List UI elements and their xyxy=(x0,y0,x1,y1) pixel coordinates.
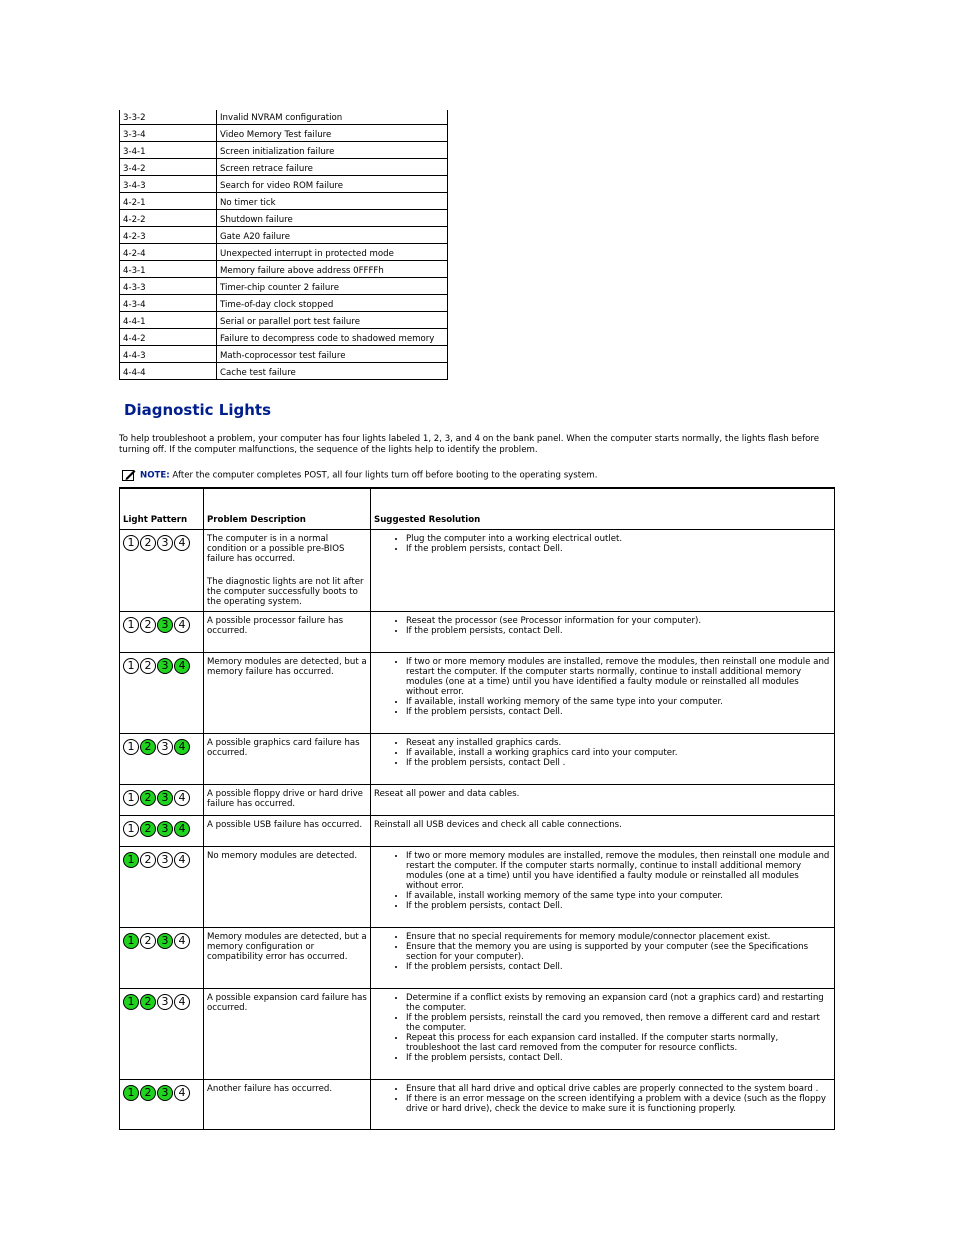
list-item: • If available, install a working graphics card into your computer. xyxy=(406,748,831,758)
diagnostic-light-4-icon: 4 xyxy=(174,658,190,674)
list-item: • If the problem persists, reinstall the card you removed, then remove a different card and restart the computer. xyxy=(406,1013,831,1033)
table-row xyxy=(120,653,835,734)
header-light-pattern: Light Pattern xyxy=(120,488,204,530)
light-pattern xyxy=(123,617,200,633)
list-item: • If the problem persists, contact Dell. xyxy=(406,901,831,911)
beep-description: No timer tick xyxy=(217,193,448,210)
diagnostic-light-4-icon: 4 xyxy=(174,1085,190,1101)
beep-code: 4-4-4 xyxy=(120,363,217,380)
list-item: • If there is an error message on the screen identifying a problem with a device (such as the floppy drive or hard drive), check the device to make sure it is functioning properly. xyxy=(406,1094,831,1114)
beep-code: 3-4-2 xyxy=(120,159,217,176)
problem-description xyxy=(204,653,371,734)
beep-code: 3-3-2 xyxy=(120,110,217,125)
table-row xyxy=(120,244,448,261)
list-item: • If the problem persists, contact Dell. xyxy=(406,707,831,717)
light-pattern xyxy=(123,535,200,551)
diagnostic-light-1-icon: 1 xyxy=(123,535,139,551)
problem-description-text: A possible processor failure has occurred. xyxy=(207,616,344,636)
diagnostic-light-3-icon: 3 xyxy=(157,658,173,674)
diagnostic-light-3-icon: 3 xyxy=(157,739,173,755)
table-row xyxy=(120,612,835,653)
table-row xyxy=(120,363,448,380)
problem-description-text: The diagnostic lights are not lit after the computer successfully boots to the operating system. xyxy=(207,577,364,607)
problem-description xyxy=(204,734,371,785)
problem-description-text: Another failure has occurred. xyxy=(207,1084,333,1094)
beep-code-table xyxy=(119,110,448,380)
note-text: After the computer completes POST, all four lights turn off before booting to the operating system. xyxy=(169,470,598,481)
beep-code: 3-4-3 xyxy=(120,176,217,193)
table-row xyxy=(120,176,448,193)
light-pattern-cell xyxy=(120,530,204,612)
diagnostic-light-2-icon: 2 xyxy=(140,852,156,868)
list-item: • Plug the computer into a working electrical outlet. xyxy=(406,534,831,544)
beep-description: Serial or parallel port test failure xyxy=(217,312,448,329)
diagnostic-light-4-icon: 4 xyxy=(174,617,190,633)
beep-description: Shutdown failure xyxy=(217,210,448,227)
table-row xyxy=(120,847,835,928)
diagnostic-light-1-icon: 1 xyxy=(123,821,139,837)
beep-description: Video Memory Test failure xyxy=(217,125,448,142)
table-row xyxy=(120,142,448,159)
beep-description: Search for video ROM failure xyxy=(217,176,448,193)
beep-code: 3-4-1 xyxy=(120,142,217,159)
diagnostic-light-1-icon: 1 xyxy=(123,658,139,674)
list-item: • Repeat this process for each expansion card installed. If the computer starts normally, troubleshoot the last card removed from the computer for resource conflicts. xyxy=(406,1033,831,1053)
diagnostic-light-3-icon: 3 xyxy=(157,790,173,806)
light-pattern-cell xyxy=(120,653,204,734)
suggested-resolution xyxy=(371,847,835,928)
diagnostic-light-3-icon: 3 xyxy=(157,535,173,551)
resolution-list xyxy=(374,932,831,972)
light-pattern-cell xyxy=(120,847,204,928)
list-item: • Ensure that all hard drive and optical drive cables are properly connected to the system board . xyxy=(406,1084,831,1094)
diagnostic-light-4-icon: 4 xyxy=(174,933,190,949)
beep-code: 4-3-1 xyxy=(120,261,217,278)
light-pattern xyxy=(123,994,200,1010)
problem-description-text: A possible expansion card failure has occurred. xyxy=(207,993,367,1013)
light-pattern-cell xyxy=(120,785,204,816)
diagnostic-light-4-icon: 4 xyxy=(174,994,190,1010)
diagnostic-light-1-icon: 1 xyxy=(123,933,139,949)
beep-code: 4-4-2 xyxy=(120,329,217,346)
note-label: NOTE: xyxy=(140,470,170,481)
problem-description xyxy=(204,1080,371,1130)
diagnostic-light-2-icon: 2 xyxy=(140,658,156,674)
suggested-resolution xyxy=(371,612,835,653)
diagnostic-light-3-icon: 3 xyxy=(157,617,173,633)
resolution-list xyxy=(374,993,831,1063)
suggested-resolution xyxy=(371,734,835,785)
diagnostic-light-4-icon: 4 xyxy=(174,821,190,837)
diagnostic-lights-table xyxy=(119,487,835,1130)
list-item: • If available, install working memory of the same type into your computer. xyxy=(406,891,831,901)
diagnostic-light-3-icon: 3 xyxy=(157,933,173,949)
diagnostic-light-4-icon: 4 xyxy=(174,852,190,868)
table-row xyxy=(120,329,448,346)
diagnostic-light-2-icon: 2 xyxy=(140,821,156,837)
light-pattern-cell xyxy=(120,734,204,785)
beep-description: Gate A20 failure xyxy=(217,227,448,244)
problem-description xyxy=(204,989,371,1080)
diagnostic-light-4-icon: 4 xyxy=(174,535,190,551)
diagnostic-light-2-icon: 2 xyxy=(140,933,156,949)
table-row xyxy=(120,210,448,227)
beep-code: 4-2-2 xyxy=(120,210,217,227)
note-pencil-icon xyxy=(122,469,136,481)
table-row xyxy=(120,227,448,244)
list-item: • If the problem persists, contact Dell. xyxy=(406,1053,831,1063)
diagnostic-light-1-icon: 1 xyxy=(123,617,139,633)
table-row xyxy=(120,346,448,363)
beep-description: Timer-chip counter 2 failure xyxy=(217,278,448,295)
problem-description-text: Memory modules are detected, but a memory configuration or compatibility error has occurred. xyxy=(207,932,367,962)
resolution-text: Reseat all power and data cables. xyxy=(374,789,520,799)
diagnostic-light-3-icon: 3 xyxy=(157,1085,173,1101)
light-pattern xyxy=(123,739,200,755)
diagnostic-light-1-icon: 1 xyxy=(123,1085,139,1101)
beep-code: 4-2-1 xyxy=(120,193,217,210)
problem-description xyxy=(204,928,371,989)
beep-description: Cache test failure xyxy=(217,363,448,380)
beep-description: Memory failure above address 0FFFFh xyxy=(217,261,448,278)
problem-description xyxy=(204,847,371,928)
problem-description-text: A possible floppy drive or hard drive failure has occurred. xyxy=(207,789,363,809)
section-title: Diagnostic Lights xyxy=(124,401,272,419)
beep-code: 4-2-3 xyxy=(120,227,217,244)
diagnostic-light-2-icon: 2 xyxy=(140,994,156,1010)
light-pattern xyxy=(123,852,200,868)
list-item: • If the problem persists, contact Dell. xyxy=(406,626,831,636)
note xyxy=(122,469,842,482)
header-suggested-resolution: Suggested Resolution xyxy=(371,488,835,530)
diagnostic-light-1-icon: 1 xyxy=(123,790,139,806)
resolution-list xyxy=(374,616,831,636)
table-row xyxy=(120,816,835,847)
problem-description xyxy=(204,785,371,816)
light-pattern-cell xyxy=(120,928,204,989)
diagnostic-light-2-icon: 2 xyxy=(140,790,156,806)
table-row xyxy=(120,278,448,295)
table-row xyxy=(120,1080,835,1130)
list-item: • If two or more memory modules are installed, remove the modules, then reinstall one module and restart the computer. If the computer starts normally, continue to install additional memory modules (one at a time) until you have identified a faulty module or reinstalled all modules without error. xyxy=(406,657,831,697)
problem-description-text: A possible graphics card failure has occurred. xyxy=(207,738,360,758)
list-item: • If the problem persists, contact Dell. xyxy=(406,962,831,972)
list-item: • If the problem persists, contact Dell . xyxy=(406,758,831,768)
beep-description: Time-of-day clock stopped xyxy=(217,295,448,312)
beep-description: Unexpected interrupt in protected mode xyxy=(217,244,448,261)
diagnostic-light-2-icon: 2 xyxy=(140,617,156,633)
suggested-resolution xyxy=(371,816,835,847)
table-row xyxy=(120,734,835,785)
resolution-list xyxy=(374,1084,831,1114)
problem-description xyxy=(204,816,371,847)
table-row xyxy=(120,193,448,210)
diagnostic-light-1-icon: 1 xyxy=(123,739,139,755)
suggested-resolution xyxy=(371,989,835,1080)
beep-description: Screen initialization failure xyxy=(217,142,448,159)
table-row xyxy=(120,295,448,312)
problem-description xyxy=(204,530,371,612)
diagnostic-light-1-icon: 1 xyxy=(123,852,139,868)
light-pattern-cell xyxy=(120,816,204,847)
beep-code: 4-4-3 xyxy=(120,346,217,363)
list-item: • Determine if a conflict exists by removing an expansion card (not a graphics card) and restarting the computer. xyxy=(406,993,831,1013)
diagnostic-light-2-icon: 2 xyxy=(140,535,156,551)
beep-code: 4-4-1 xyxy=(120,312,217,329)
resolution-text: Reinstall all USB devices and check all cable connections. xyxy=(374,820,622,830)
diagnostic-light-2-icon: 2 xyxy=(140,1085,156,1101)
beep-code: 4-3-3 xyxy=(120,278,217,295)
list-item: • Reseat any installed graphics cards. xyxy=(406,738,831,748)
diagnostic-light-1-icon: 1 xyxy=(123,994,139,1010)
suggested-resolution xyxy=(371,785,835,816)
table-row xyxy=(120,261,448,278)
table-row xyxy=(120,125,448,142)
table-row xyxy=(120,530,835,612)
list-item: • If available, install working memory of the same type into your computer. xyxy=(406,697,831,707)
light-pattern-cell xyxy=(120,612,204,653)
problem-description-text: The computer is in a normal condition or a possible pre-BIOS failure has occurred. xyxy=(207,534,345,564)
table-row xyxy=(120,312,448,329)
beep-code: 3-3-4 xyxy=(120,125,217,142)
light-pattern xyxy=(123,933,200,949)
diagnostic-light-2-icon: 2 xyxy=(140,739,156,755)
list-item: • If two or more memory modules are installed, remove the modules, then reinstall one module and restart the computer. If the computer starts normally, continue to install additional memory modules (one at a time) until you have identified a faulty module or reinstalled all modules without error. xyxy=(406,851,831,891)
light-pattern xyxy=(123,790,200,806)
resolution-list xyxy=(374,534,831,554)
diagnostic-light-3-icon: 3 xyxy=(157,821,173,837)
table-row xyxy=(120,989,835,1080)
suggested-resolution xyxy=(371,928,835,989)
beep-description: Math-coprocessor test failure xyxy=(217,346,448,363)
problem-description-text: No memory modules are detected. xyxy=(207,851,358,861)
intro-paragraph: To help troubleshoot a problem, your computer has four lights labeled 1, 2, 3, and 4 on the bank panel. When the computer starts normally, the lights flash before turning off. If the computer malfunctions, the sequence of the lights help to identify the problem. xyxy=(119,434,819,455)
beep-description: Failure to decompress code to shadowed memory xyxy=(217,329,448,346)
diagnostic-light-4-icon: 4 xyxy=(174,739,190,755)
diagnostic-light-4-icon: 4 xyxy=(174,790,190,806)
problem-description-text: Memory modules are detected, but a memory failure has occurred. xyxy=(207,657,367,677)
beep-code: 4-2-4 xyxy=(120,244,217,261)
beep-description: Invalid NVRAM configuration xyxy=(217,110,448,125)
problem-description xyxy=(204,612,371,653)
diagnostic-light-3-icon: 3 xyxy=(157,994,173,1010)
header-problem-description: Problem Description xyxy=(204,488,371,530)
light-pattern xyxy=(123,658,200,674)
beep-code: 4-3-4 xyxy=(120,295,217,312)
diagnostic-light-3-icon: 3 xyxy=(157,852,173,868)
beep-description: Screen retrace failure xyxy=(217,159,448,176)
list-item: • Ensure that no special requirements for memory module/connector placement exist. xyxy=(406,932,831,942)
table-row xyxy=(120,159,448,176)
problem-description-text: A possible USB failure has occurred. xyxy=(207,820,363,830)
list-item: • Ensure that the memory you are using is supported by your computer (see the Specifications section for your computer). xyxy=(406,942,831,962)
table-row xyxy=(120,785,835,816)
table-row xyxy=(120,928,835,989)
light-pattern-cell xyxy=(120,1080,204,1130)
suggested-resolution xyxy=(371,530,835,612)
light-pattern xyxy=(123,1085,200,1101)
suggested-resolution xyxy=(371,653,835,734)
table-row xyxy=(120,110,448,125)
light-pattern-cell xyxy=(120,989,204,1080)
resolution-list xyxy=(374,851,831,911)
resolution-list xyxy=(374,738,831,768)
list-item: • If the problem persists, contact Dell. xyxy=(406,544,831,554)
resolution-list xyxy=(374,657,831,717)
list-item: • Reseat the processor (see Processor information for your computer). xyxy=(406,616,831,626)
light-pattern xyxy=(123,821,200,837)
suggested-resolution xyxy=(371,1080,835,1130)
